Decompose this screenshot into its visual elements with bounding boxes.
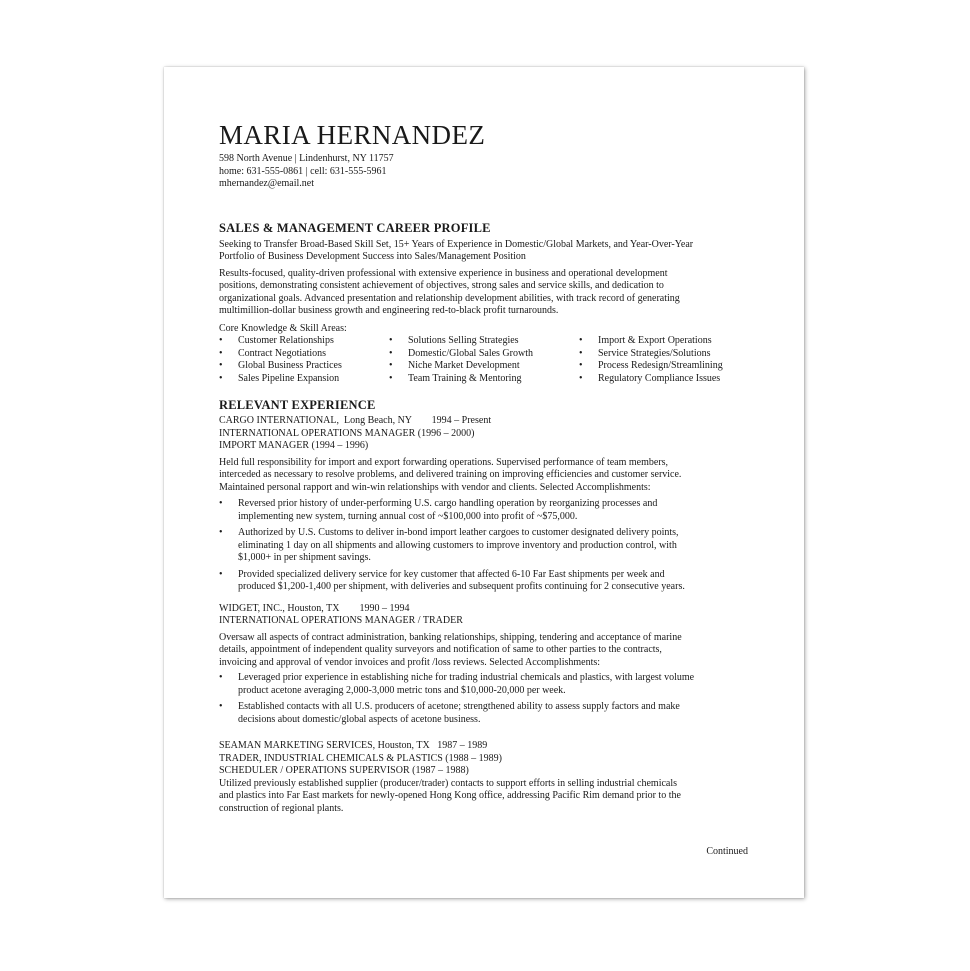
contact-phones: home: 631-555-0861 | cell: 631-555-5961 <box>219 165 387 177</box>
resume-page <box>164 67 804 898</box>
profile-summary-line: positions, demonstrating consistent achievement of objectives, strong sales and service skills, and dedication to <box>219 280 664 291</box>
job-description-line: and plastics into Far East markets for newly-opened Hong Kong office, addressing Pacific Rim demand prior to the <box>219 790 681 801</box>
accomplishment-item <box>219 498 759 523</box>
job-description-line: details, appointment of independent quality surveyors and notification of same to other parties to the contracts, <box>219 644 662 655</box>
accomplishment-list <box>219 672 759 726</box>
candidate-name: MARIA HERNANDEZ <box>219 120 486 150</box>
job-description-line: Maintained personal rapport and win-win relationships with vendor and clients. Selected Accomplishments: <box>219 481 651 493</box>
skill-item: • Sales Pipeline Expansion <box>219 373 389 386</box>
profile-summary-line: organizational goals. Advanced presentation and relationship development abilities, with track record of generating <box>219 292 680 304</box>
profile-section <box>219 221 759 386</box>
skill-item: • Process Redesign/Streamlining <box>579 360 759 373</box>
accomplishment-line: $1,000+ in per shipment savings. <box>238 552 371 563</box>
continued-label: Continued <box>706 846 748 857</box>
accomplishment-line: produced $1,200-1,400 per shipment, with deliveries and subsequent profits continuing for 2 consecutive years. <box>238 581 685 592</box>
skill-item: • Import & Export Operations <box>579 335 759 348</box>
job-role: SCHEDULER / OPERATIONS SUPERVISOR (1987 – 1988) <box>219 765 469 776</box>
skills-column <box>389 335 579 385</box>
skill-item: • Regulatory Compliance Issues <box>579 373 759 386</box>
accomplishment-item <box>219 527 759 565</box>
job-description-line: Utilized previously established supplier (producer/trader) contacts to support efforts in selling industrial chemicals <box>219 777 678 789</box>
job-company: WIDGET, INC., Houston, TX 1990 – 1994 <box>219 602 410 614</box>
accomplishment-line: • Reversed prior history of under-performing U.S. cargo handling operation by reorganizing processes and <box>238 498 658 509</box>
skill-item: • Contract Negotiations <box>219 348 389 361</box>
accomplishment-item <box>219 672 759 697</box>
skill-item: • Customer Relationships <box>219 335 389 348</box>
skill-item: • Niche Market Development <box>389 360 579 373</box>
profile-heading: SALES & MANAGEMENT CAREER PROFILE <box>219 220 491 235</box>
job-role: IMPORT MANAGER (1994 – 1996) <box>219 440 369 451</box>
skill-item: • Solutions Selling Strategies <box>389 335 579 348</box>
accomplishment-line: product acetone averaging 2,000-3,000 metric tons and $10,000-20,000 per week. <box>238 684 566 696</box>
skills-grid <box>219 335 759 385</box>
accomplishment-line: • Provided specialized delivery service for key customer that affected 6-10 Far East shipments per week and <box>238 568 665 580</box>
contact-email: mhernandez@email.net <box>219 178 314 189</box>
accomplishment-item <box>219 701 759 726</box>
job-description-line: Oversaw all aspects of contract administration, banking relationships, shipping, tendering and acceptance of marine <box>219 631 682 643</box>
skill-item: • Service Strategies/Solutions <box>579 348 759 361</box>
accomplishment-line: implementing new system, turning annual cost of ~$100,000 into profit of ~$75,000. <box>238 510 578 522</box>
accomplishment-item <box>219 569 759 594</box>
profile-headline-line: Seeking to Transfer Broad-Based Skill Set, 15+ Years of Experience in Domestic/Global Markets, and Year-Over-Year <box>219 238 694 250</box>
job-entry <box>219 415 759 594</box>
profile-headline-line: Portfolio of Business Development Success into Sales/Management Position <box>219 251 526 262</box>
profile-summary-line: multimillion-dollar business growth and engineering red-to-black profit turnarounds. <box>219 305 559 316</box>
accomplishment-list <box>219 498 759 594</box>
job-entry <box>219 740 759 815</box>
accomplishment-line: • Leveraged prior experience in establishing niche for trading industrial chemicals and plastics, with largest volume <box>238 672 695 683</box>
job-company: CARGO INTERNATIONAL, Long Beach, NY 1994 – Present <box>219 415 492 426</box>
accomplishment-line: • Authorized by U.S. Customs to deliver in-bond import leather cargoes to customer designated delivery points, <box>238 527 679 538</box>
resume-content <box>219 119 759 815</box>
profile-summary-line: Results-focused, quality-driven professional with extensive experience in business and operational development <box>219 267 668 279</box>
accomplishment-line: decisions about domestic/global aspects of acetone business. <box>238 713 481 725</box>
job-description-line: construction of regional plants. <box>219 802 344 814</box>
job-description-line: invoicing and approval of vendor invoices and profit /loss reviews. Selected Accomplishments: <box>219 656 601 668</box>
accomplishment-line: eliminating 1 day on all shipments and allowing customers to improve inventory and production control, with <box>238 539 677 551</box>
experience-section <box>219 398 759 815</box>
job-role: INTERNATIONAL OPERATIONS MANAGER / TRADER <box>219 615 463 626</box>
contact-address: 598 North Avenue | Lindenhurst, NY 11757 <box>219 153 394 164</box>
skills-label: Core Knowledge & Skill Areas: <box>219 322 347 334</box>
skills-column <box>579 335 759 385</box>
job-role: TRADER, INDUSTRIAL CHEMICALS & PLASTICS (1988 – 1989) <box>219 752 502 764</box>
job-company: SEAMAN MARKETING SERVICES, Houston, TX 1987 – 1989 <box>219 740 488 751</box>
skill-item: • Global Business Practices <box>219 360 389 373</box>
job-description-line: interceded as necessary to resolve problems, and delivered training on improving efficiencies and customer service. <box>219 469 682 480</box>
job-entry <box>219 603 759 727</box>
job-description-line: Held full responsibility for import and export forwarding operations. Supervised performance of team members, <box>219 456 669 468</box>
job-role: INTERNATIONAL OPERATIONS MANAGER (1996 – 2000) <box>219 427 475 439</box>
experience-heading: RELEVANT EXPERIENCE <box>219 398 376 412</box>
skill-item: • Team Training & Mentoring <box>389 373 579 386</box>
contact-block <box>219 153 759 191</box>
skill-item: • Domestic/Global Sales Growth <box>389 348 579 361</box>
skills-column <box>219 335 389 385</box>
accomplishment-line: • Established contacts with all U.S. producers of acetone; strengthened ability to assess supply factors and make <box>238 701 680 712</box>
